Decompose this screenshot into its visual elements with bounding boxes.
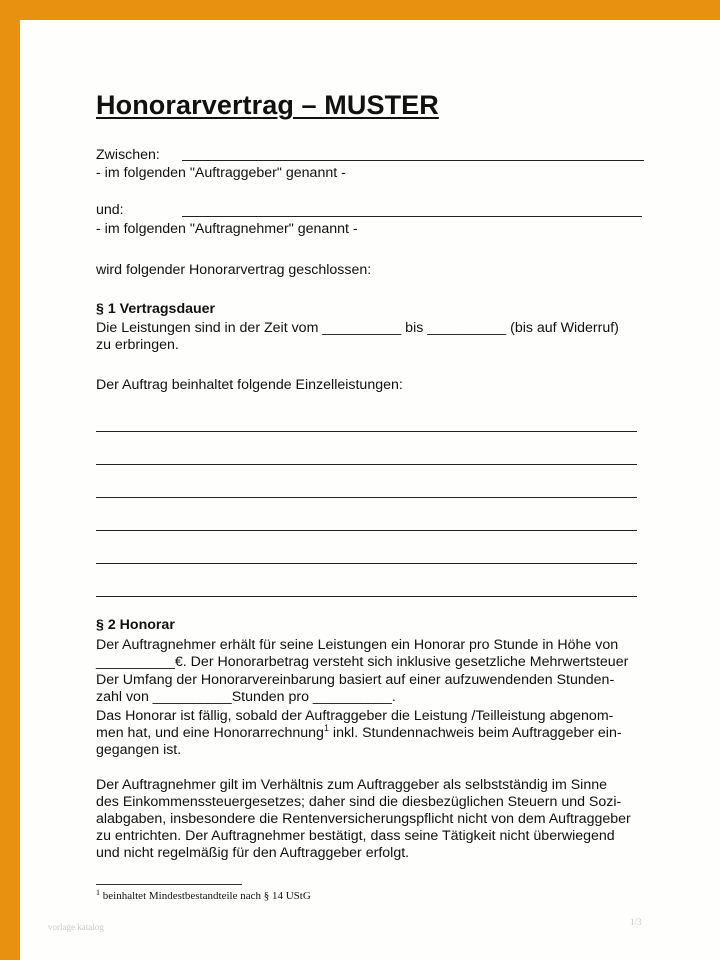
- service-line-6: [96, 596, 637, 597]
- status-line-2: des Einkommenssteuergesetzes; daher sind die diesbezüglichen Steuern und Sozi-: [96, 794, 622, 810]
- footnote-separator: [96, 884, 242, 885]
- section1-duration-line-cont: zu erbringen.: [96, 337, 179, 353]
- status-line-5: und nicht regelmäßig für den Auftraggeber erfolgt.: [96, 845, 410, 861]
- concluded-statement: wird folgender Honorarvertrag geschlossen:: [96, 262, 372, 278]
- service-line-1: [96, 431, 637, 432]
- fee-line-2: __________€. Der Honorarbetrag versteht sich inklusive gesetzliche Mehrwertsteuer: [96, 654, 629, 670]
- due-line-2-text-b: inkl. Stundennachweis beim Auftraggeber ein-: [328, 725, 622, 741]
- section1-duration-line: Die Leistungen sind in der Zeit vom __________ bis __________ (bis auf Widerruf): [96, 320, 619, 336]
- due-line-2-text-a: men hat, und eine Honorarrechnung: [96, 725, 324, 741]
- scope-line-2: zahl von __________Stunden pro __________.: [96, 689, 396, 705]
- footnote-marker: 1: [96, 888, 100, 897]
- fee-line-1: Der Auftragnehmer erhält für seine Leistungen ein Honorar pro Stunde in Höhe von: [96, 637, 619, 653]
- services-intro: Der Auftrag beinhaltet folgende Einzelleistungen:: [96, 377, 403, 393]
- client-name-line: [182, 160, 644, 161]
- footnote-reference: 1: [323, 723, 329, 733]
- contractor-note: - im folgenden "Auftragnehmer" genannt -: [96, 221, 358, 237]
- service-line-3: [96, 497, 637, 498]
- service-line-5: [96, 563, 637, 564]
- status-line-3: alabgaben, insbesondere die Rentenversicherungspflicht nicht von dem Auftraggeber: [96, 811, 631, 827]
- and-label: und:: [96, 202, 124, 218]
- footnote: [96, 890, 311, 902]
- scope-line-1: Der Umfang der Honorarvereinbarung basiert auf einer aufzuwendenden Stunden-: [96, 672, 615, 688]
- contractor-name-line: [182, 216, 642, 217]
- watermark-text: vorlage katalog: [48, 922, 104, 932]
- client-note: - im folgenden "Auftraggeber" genannt -: [96, 165, 346, 181]
- section2-heading: § 2 Honorar: [96, 617, 175, 633]
- due-line-1: Das Honorar ist fällig, sobald der Auftraggeber die Leistung /Teilleistung abgenom-: [96, 708, 614, 724]
- due-line-3: gegangen ist.: [96, 742, 182, 758]
- section1-heading: § 1 Vertragsdauer: [96, 301, 216, 317]
- status-line-4: zu entrichten. Der Auftragnehmer bestätigt, dass seine Tätigkeit nicht überwiegend: [96, 828, 615, 844]
- service-line-4: [96, 530, 637, 531]
- service-line-2: [96, 464, 637, 465]
- page-number: 1/3: [630, 917, 642, 927]
- due-line-2: [96, 725, 622, 742]
- footnote-text: beinhaltet Mindestbestandteile nach § 14 UStG: [100, 890, 311, 902]
- between-label: Zwischen:: [96, 147, 160, 163]
- document-page: [20, 20, 720, 960]
- status-line-1: Der Auftragnehmer gilt im Verhältnis zum Auftraggeber als selbstständig im Sinne: [96, 777, 608, 793]
- document-title: Honorarvertrag – MUSTER: [96, 90, 439, 120]
